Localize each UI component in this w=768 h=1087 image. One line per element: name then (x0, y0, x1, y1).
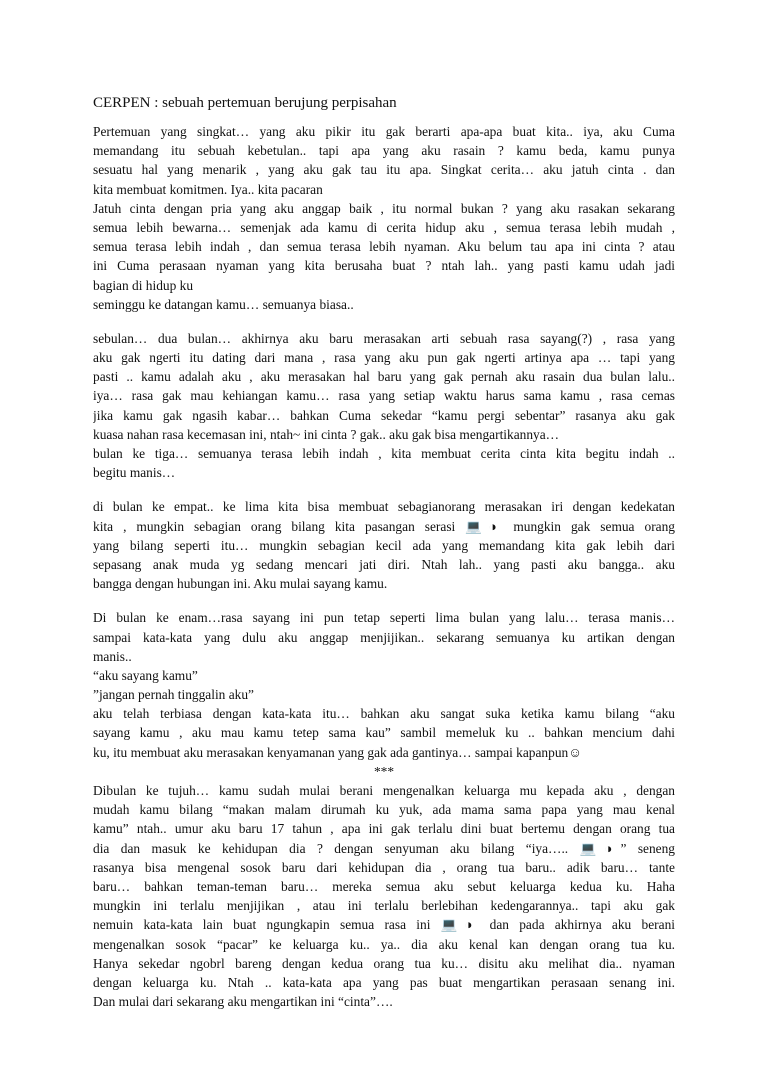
text-line: iya… rasa gak mau kehiangan kamu… rasa yang setiap waktu harus sama kamu , rasa cemas (93, 388, 675, 404)
text-line: Pertemuan yang singkat… yang aku pikir itu gak berarti apa-apa buat kita.. iya, aku Cuma (93, 124, 675, 139)
text-line: dengan keluarga ku. Ntah .. kata-kata apa yang pas buat mengartikan perasaan senang ini. (93, 974, 675, 990)
text-line: aku gak ngerti itu dating dari mana , rasa yang aku pun gak ngerti artinya apa … tapi yang (93, 350, 675, 366)
text-line: aku telah terbiasa dengan kata-kata itu… bahkan aku sangat suka ketika kamu bilang “aku (93, 706, 675, 722)
text-line: di bulan ke empat.. ke lima kita bisa membuat sebagianorang merasakan iri dengan kedekatan (93, 499, 675, 515)
text-line: Di bulan ke enam…rasa sayang ini pun tetap seperti lima bulan yang lalu… terasa manis… (93, 610, 675, 626)
text-line: “aku sayang kamu” (93, 667, 198, 683)
text-line: sepasang anak muda yg sedang mencari jati diri. Ntah lah.. yang pasti aku bangga.. aku (93, 556, 675, 572)
paragraph-gap (93, 482, 675, 497)
text-line: ini Cuma perasaan nyaman yang kita berusaha buat ? ntah lah.. yang pasti kamu udah jadi (93, 258, 675, 274)
text-line: rasanya bisa mengenal sosok baru dari kehidupan dia , orang tua baru.. adik baru… tante (93, 859, 675, 875)
text-line: kita , mungkin sebagian orang bilang kita pasangan serasi 💻◑ mungkin gak semua orang (93, 518, 675, 534)
paragraph (93, 329, 675, 483)
paragraph (93, 497, 675, 593)
text-line: sampai kata-kata yang dulu aku anggap menjijikan.. sekarang semuanya ku artikan dengan (93, 629, 675, 645)
text-line: ”jangan pernah tinggalin aku” (93, 687, 254, 703)
text-line: semua terasa lebih indah , dan semua terasa lebih nyaman. Aku belum tau apa ini cinta ? atau (93, 239, 675, 255)
text-line: pasti .. kamu adalah aku , aku merasakan hal baru yang gak pernah aku rasain dua bulan lalu.. (93, 369, 675, 385)
text-line: kuasa nahan rasa kecemasan ini, ntah~ ini cinta ? gak.. aku gak bisa mengartikannya… (93, 426, 560, 442)
text-line: bulan ke tiga… semuanya terasa lebih indah , kita membuat cerita cinta kita begitu indah .. (93, 446, 675, 461)
text-line: memandang itu sebuah kebetulan.. tapi apa yang aku rasain ? kamu beda, kamu punya (93, 143, 675, 159)
paragraph (93, 608, 675, 1011)
text-line: ku, itu membuat aku merasakan kenyamanan yang gak ada gantinya… sampai kapanpun☺ (93, 744, 582, 760)
document-body (93, 122, 675, 1011)
paragraph-gap (93, 593, 675, 608)
text-line: mudah kamu bilang “makan malam dirumah ku yuk, ada mama sama papa yang mau kenal (93, 802, 675, 818)
text-line: kamu” ntah.. umur aku baru 17 tahun , apa ini gak terlalu dini buat bertemu dengan orang tua (93, 821, 675, 837)
text-line: sebulan… dua bulan… akhirnya aku baru merasakan arti sebuah rasa sayang(?) , rasa yang (93, 330, 675, 346)
text-line: Jatuh cinta dengan pria yang aku anggap baik , itu normal bukan ? yang aku rasakan sekarang (93, 200, 675, 216)
text-line: semua lebih bewarna… semenjak ada kamu di cerita hidup aku , semua terasa lebih mudah , (93, 219, 675, 235)
text-line: mengenalkan sosok “pacar” ke keluarga ku.. ya.. dia aku kenal kan dengan orang tua ku. (93, 936, 675, 952)
text-line: sayang kamu , aku mau kamu tetep sama kau” sambil memeluk ku .. bahkan mencium dahi (93, 725, 675, 741)
text-line: bangga dengan hubungan ini. Aku mulai sayang kamu. (93, 576, 388, 592)
text-line: seminggu ke datangan kamu… semuanya biasa.. (93, 296, 354, 312)
text-line: Dan mulai dari sekarang aku mengartikan ini “cinta”…. (93, 994, 393, 1010)
text-line: mungkin ini terlalu menjijikan , atau ini terlalu berlebihan kedengarannya.. tapi aku gak (93, 898, 675, 914)
paragraph-gap (93, 314, 675, 329)
document-title: CERPEN : sebuah pertemuan berujung perpisahan (93, 95, 397, 111)
text-line: jika kamu gak ngasih kabar… bahkan Cuma sekedar “kamu pergi sebentar” rasanya aku gak (93, 407, 675, 423)
text-line: bagian di hidup ku (93, 277, 194, 293)
text-line: kita membuat komitmen. Iya.. kita pacaran (93, 181, 323, 197)
text-line: *** (373, 763, 395, 779)
text-line: yang bilang seperti itu… mungkin sebagian kecil ada yang memandang kita gak lebih dari (93, 537, 675, 553)
text-line: nemuin kata-kata lain buat ngungkapin semua rasa ini 💻◑ dan pada akhirnya aku berani (93, 917, 675, 933)
text-line: Dibulan ke tujuh… kamu sudah mulai berani mengenalkan keluarga mu kepada aku , dengan (93, 783, 675, 798)
text-line: Hanya sekedar ngobrl bareng dengan kedua orang tua ku… disitu aku melihat dia.. nyaman (93, 955, 675, 971)
text-line: dia dan masuk ke kehidupan dia ? dengan senyuman aku bilang “iya….. 💻◑” seneng (93, 840, 675, 856)
paragraph (93, 122, 675, 314)
text-line: sesuatu hal yang menarik , yang aku gak tau itu apa. Singkat cerita… aku jatuh cinta . dan (93, 162, 675, 178)
text-line: begitu manis… (93, 465, 176, 481)
text-line: manis.. (93, 648, 132, 664)
text-line: baru… bahkan teman-teman baru… mereka semua aku sebut keluarga kedua ku. Haha (93, 878, 675, 894)
